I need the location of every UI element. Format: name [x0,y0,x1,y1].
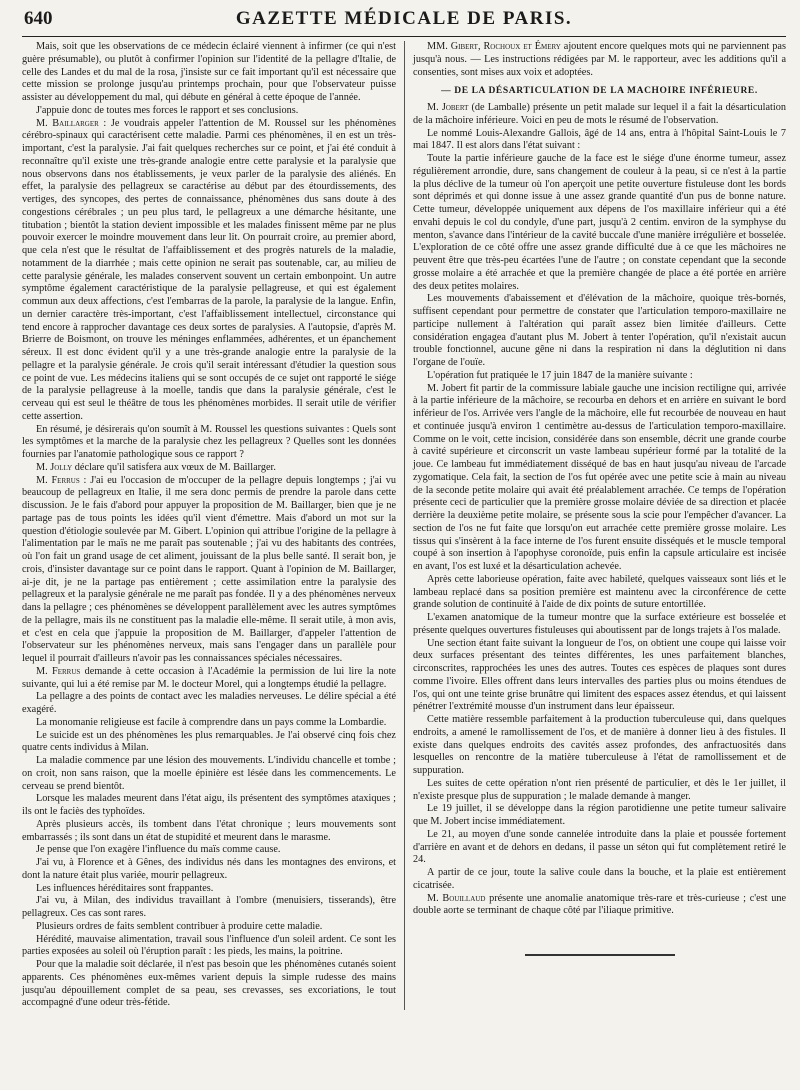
paragraph: Lorsque les malades meurent dans l'état aigu, ils présentent des symptômes ataxiques ; ils ont le faciès des typhoïdes. [22,793,396,817]
page-header [22,6,786,37]
paragraph: Les suites de cette opération n'ont rien présenté de particulier, et dès le 1er juillet, il n'existe presque plus de suppuration ; le malade demande à manger. [413,777,786,802]
paragraph: Le nommé Louis-Alexandre Gallois, âgé de 14 ans, entra à l'hôpital Saint-Louis le 7 mai 1847. Il est alors dans l'état suivant : [413,127,786,152]
speaker-name: M. Ferrus : [36,474,87,486]
paragraph: Le 19 juillet, il se développe dans la région parotidienne une petite tumeur salivaire que M. Jobert incise immédiatement. [413,803,786,827]
paragraph: Plusieurs ordres de faits semblent contribuer à produire cette maladie. [36,920,323,932]
paragraph [413,893,786,919]
speaker-name: M. Jobert [427,102,469,113]
paragraph: Mais, soit que les observations de ce médecin éclairé viennent à infirmer (ce qui n'est guère présumable), ou plutôt à confirmer l'opinion sur l'identité de la pellagre d'Italie, de celle des Landes et du mal de la rosa, j'insiste sur ce fait important qu'il est nécessaire que cette mission se prolonge jusqu'au printemps prochain, pour que l'observateur puisse assister au développement du mal, qui débute en général à cette époque de l'année. [22,41,396,103]
paragraph: Le suicide est un des phénomènes les plus remarquables. Je l'ai observé cinq fois chez quatre cents individus à Milan. [22,729,396,754]
paragraph: Pour que la maladie soit déclarée, il n'est pas besoin que les phénomènes cutanés soient apparents. Ces phénomènes eux-mêmes varient depuis la simple rudesse des mains jusqu'au dépouillement complet de sa peau, ses crevasses, ses excoriations, le tout accompagné d'une odeur très-fétide. [22,959,396,1009]
paragraph: J'ai vu, à Florence et à Gênes, des individus nés dans les montagnes des environs, et dont la nature était plus variée, mourir pellagreux. [22,857,396,881]
page-number: 640 [24,8,53,29]
paragraph: Les influences héréditaires sont frappantes. [36,882,214,894]
paragraph: Le 21, au moyen d'une sonde cannelée introduite dans la plaie et poussée fortement d'arrière en avant et de dehors en dedans, il passe un séton qui fut complètement retiré le 24. [413,828,786,866]
paragraph: J'appuie donc de toutes mes forces le rapport et ses conclusions. [36,104,299,116]
paragraph: Les mouvements d'abaissement et d'élévation de la mâchoire, quoique très-bornés, suffisent cependant pour permettre de constater que l'articulation temporo-maxillaire ne participe nullement à l'altération qui paraît assez bien limitée d'ailleurs. Cette considération engagea d'autant plus M. Jobert à tenter l'opération, qu'il n'existait aucun trouble fonctionnel, aucune gêne ni dans la respiration ni dans la déglutition ni dans l'organe de l'ouïe. [413,293,786,368]
right-column-body [413,41,786,918]
paragraph [413,41,786,79]
speech-text: ajoutent encore quelques mots qui ne parviennent pas jusqu'à nous. — Les instructions rédigées par M. le rapporteur, avec les additions qu'il a consenties, sont mises aux voix et adoptées. [413,41,786,78]
speaker-name: M. Ferrus [36,665,81,677]
paragraph: Hérédité, mauvaise alimentation, travail sous l'influence d'un soleil ardent. Ce sont les parties exposées au soleil où l'éruption paraît : les pieds, les mains, la poitrine. [22,933,396,958]
speech-text: (de Lamballe) présente un petit malade sur lequel il a fait la désarticulation de la mâchoire inférieure. Voici en peu de mots le résumé de l'observation. [413,102,787,126]
paragraph [22,118,396,424]
right-column [404,41,786,1010]
paragraph: J'ai vu, à Milan, des individus travaillant à l'ombre (menuisiers, tisserands), être pellagreux. Ces cas sont rares. [22,895,396,919]
paragraph: En résumé, je désirerais qu'on soumît à M. Roussel les questions suivantes : Quels sont les symptômes et la marche de la paralysie chez les pellagreux ? Quelles sont les données fournies par l'anatomie pathologique sous ce rapport ? [22,423,396,460]
speech-text: demande à cette occasion à l'Académie la permission de lui lire la note suivante, qui lui a été remise par M. le docteur Morel, qui a longtemps étudié la pellagre. [22,665,396,690]
journal-title: GAZETTE MÉDICALE DE PARIS. [235,8,573,29]
end-rule [525,954,675,956]
paragraph: Je pense que l'on exagère l'influence du maïs comme cause. [36,844,281,856]
section-heading: — DE LA DÉSARTICULATION DE LA MACHOIRE INFÉRIEURE. [441,86,758,97]
speech-text: Je voudrais appeler l'attention de M. Roussel sur les phénomènes cérébro-spinaux qui caractérisent cette maladie. Parmi ces phénomènes, il en est un très-important, c'est la paralysie. J'ai fait quelques recherches sur ce point, et j'ai été conduit à reconnaître qu'il existe une très-grande analogie entre cette paralysie et la paralysie que nous observons dans nos établissements, je veux parler de la paralysie des aliénés. En effet, la paralysie des pellagreux se caractérise au début par des étourdissements, des vertiges, des syncopes, des pertes de connaissance, phénomènes dus sans doute à des congestions cérébrales ; un peu plus tard, le pellagreux a une démarche hésitante, une titubation ; bientôt la station devient impossible et les malades finissent même par ne plus pouvoir exercer le moindre mouvement dans leur lit. On pourrait croire, au premier abord, que cela n'est que le résultat de l'affaiblissement et des progrès naturels de la maladie, notamment de la diarrhée ; mais cette opinion ne serait pas soutenable, car, au milieu de cette paralysie générale, les malades conservent souvent un certain embonpoint. Un autre symptôme également caractéristique de la paralysie pellagreuse, et qui est également commun aux deux affections, c'est l'embarras de la parole, la paralysie de la langue. Enfin, un dernier caractère très-important, c'est l'affaiblissement intellectuel, circonstance qui tend encore à rapprocher davantage ces deux sortes de paralysies. A l'autopsie, d'après M. Brierre de Boismont, on trouve les méninges enflammées, adhérentes, et un épanchement séreux. Il est donc évident qu'il y a une très-grande analogie entre la paralysie de la pellagre et la paralysie générale. Je crois qu'il serait intéressant d'étudier la question sous ce point de vue. Les médecins italiens qui se sont occupés de ce sujet ont rapporté le siége de la paralysie pellagreuse à la moelle, tandis que dans la paralysie générale, c'est le cerveau qui est seul le théâtre de tous les phénomènes morbides. Il serait utile de vérifier cette assertion. [22,117,396,422]
paragraph: Cette matière ressemble parfaitement à la production tuberculeuse qui, dans quelques endroits, a amené le ramollissement de l'os, et de manière à donner lieu à des fistules. Il existe dans quelques endroits des cavités assez profondes, des anfractuosités dans lesquelles on rencontre de la matière tuberculeuse à l'état de ramollissement et de suppuration. [413,714,786,776]
paragraph: M. Jobert fit partir de la commissure labiale gauche une incision rectiligne qui, arrivée à la partie inférieure de la mâchoire, se recourba en dehors et en arrière en suivant le bord inférieur de l'os. Arrivée vers l'angle de la mâchoire, elle fut recourbée de nouveau en haut et continuée jusqu'à environ 1 centimètre au-dessus de l'articulation temporo-maxillaire. Comme on le voit, cette incision, considérée dans son ensemble, décrit une grande courbe à cavité supérieure et circonscrit un vaste lambeau supérieur formé par la totalité de la joue. Ce lambeau fut immédiatement disséqué de bas en haut jusqu'au niveau de l'arcade zygomatique. Cela fait, la section de l'os fut opérée avec une petite scie à main au niveau de la seconde petite molaire qui avait été préalablement arrachée. Ce temps de l'opération présente ceci de particulier que la première grosse molaire déviée de sa direction et placée derrière la deuxième petite molaire, se présente sous la scie pour l'empêcher d'avancer. La section de l'os ne fut faite que lorsqu'on eut arrachée cette première grosse molaire. Les tissus qui s'insèrent à la face interne de l'os furent ensuite disséqués et le muscle temporal coupé à son insertion à l'apophyse coronoïde, puis enfin la capsule articulaire est incisée en avant, l'os est luxé et la désarticulation achevée. [413,382,786,572]
paragraph: La pellagre a des points de contact avec les maladies nerveuses. Le délire spécial a été exagéré. [22,691,396,715]
paragraph [22,475,396,666]
text-columns [22,41,786,1010]
speech-text: présente une anomalie anatomique très-rare et très-curieuse ; c'est une double aorte se terminant de chaque côté par l'iliaque primitive. [413,892,786,917]
paragraph: L'opération fut pratiquée le 17 juin 1847 de la manière suivante : [427,369,693,381]
paragraph: L'examen anatomique de la tumeur montre que la surface extérieure est bosselée et présente quelques ouvertures fistuleuses qui aboutissent par de longs trajets à l'os malade. [413,612,786,636]
left-column [22,41,404,1010]
paragraph: Après cette laborieuse opération, faite avec habileté, quelques vaisseaux sont liés et le lambeau replacé dans sa position première est maintenu avec la circonférence de cette grande solution de continuité à l'aide de dix points de suture entortillée. [413,573,786,611]
paragraph: A partir de ce jour, toute la salive coule dans la bouche, et la plaie est entièrement cicatrisée. [413,867,786,891]
paragraph [22,666,396,692]
paragraph: La monomanie religieuse est facile à comprendre dans un pays comme la Lombardie. [36,716,387,728]
speech-text: déclare qu'il satisfera aux vœux de M. Baillarger. [72,461,276,473]
speech-text: J'ai eu l'occasion de m'occuper de la pellagre depuis longtemps ; j'ai vu beaucoup de pellagreux en Italie, il me sera donc permis de prendre la parole dans cette discussion. Je le fais d'abord pour appuyer la proposition de M. Baillarger, bien que je ne partage pas de tous points les idées qu'il vient d'émettre. Mais d'abord un mot sur la question d'étiologie soulevée par M. Gibert. L'opinion qui attribue l'origine de la pellagre à l'alimentation par le maïs ne me paraît pas soutenable ; j'ai vu des habitants des contrées, où l'on fait un grand usage de cet aliment, jouissant de la plus belle santé. Il serait bon, je crois, d'insister davantage sur ce point dans le rapport. Quant à l'opinion de M. Baillarger, ai-je dit, je ne la partage pas entièrement ; cette assimilation entre la paralysie des pellagreux et la paralysie générale ne me paraît pas fondée. Il y a des phénomènes nerveux dans la pellagre ; ces phénomènes se développent parallèlement avec les autres symptômes de la pellagre, mais ils ne constituent pas la maladie elle-même. Il serait utile, à mon avis, et c'est en cela que j'appuie la proposition de M. Baillarger, d'appeler l'attention de l'observateur sur les phénomènes nerveux, mais sans l'engager dans un parallèle pour lequel il pourrait d'ailleurs n'avoir pas les connaissances spéciales nécessaires. [22,474,396,664]
speaker-name: MM. Gibert, Rochoux et Émery [427,41,561,52]
speaker-name: M. Bouillaud [427,892,486,904]
speaker-name: M. Jolly [36,461,73,473]
paragraph [413,102,786,128]
paragraph [22,462,396,475]
paragraph: Toute la partie inférieure gauche de la face est le siége d'une énorme tumeur, assez régulièrement arrondie, dure, sans changement de couleur à la peau, si ce n'est à la partie la plus déclive de la tumeur où l'on aperçoit une petite ouverture fistuleuse dont les bords sont déprimés et qui donne issue à une assez grande quantité d'un pus de bonne nature. Cette tumeur, développée uniquement aux dépens de l'os maxillaire inférieur qui a été envahi depuis le col du condyle, d'une part, jusqu'à 2 centim. environ de la symphyse du menton, s'avance dans l'intérieur de la cavité buccale d'une manière irrégulière et bosselée. L'exploration de ce côté offre une assez grande difficulté due à ce que les mâchoires ne peuvent être que très-peu écartées l'une de l'autre ; on constate cependant que la seconde grosse molaire a été arrachée et que la première changée de place a été portée en arrière des deux petites molaires. [413,153,786,292]
paragraph: La maladie commence par une lésion des mouvements. L'individu chancelle et tombe ; on croit, non sans raison, que la moelle épinière est lésée dans les commencements. Le cerveau se prend bientôt. [22,755,396,792]
paragraph: Une section étant faite suivant la longueur de l'os, on obtient une coupe qui laisse voir deux surfaces présentant des teintes différentes, les unes parfaitement blanches, circonscrites, rapprochées les unes des autres. Toutes ces espèces de plaques sont dures comme l'ivoire. Elles offrent dans leurs intervalles des parties plus ou moins étendues de l'os, qui ont une teinte grise brunâtre qui limitent des espaces assez étendus, et qui laissent pénétrer l'extrémité mousse d'un instrument dans leur épaisseur. [413,637,786,713]
speaker-name: M. Baillarger : [36,117,107,129]
paragraph: Après plusieurs accès, ils tombent dans l'état chronique ; leurs mouvements sont embarrassés ; ils sont dans un état de stupidité et meurent dans le marasme. [22,818,396,843]
